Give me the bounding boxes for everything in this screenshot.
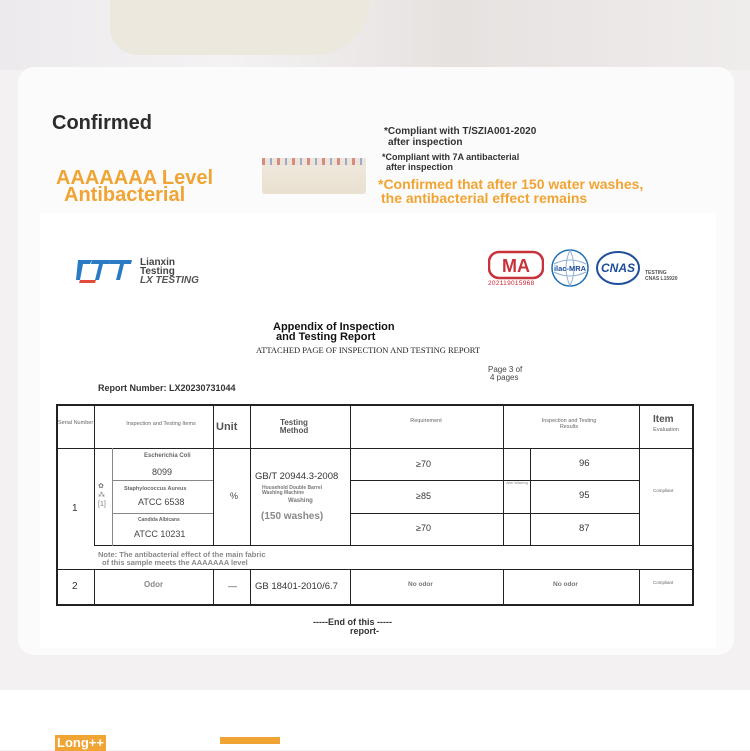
row1-washing: Washing [288,498,313,504]
note2-line2: after inspection [386,162,454,172]
report-title-line1: Appendix of Inspection [273,321,395,333]
cnas-number: CNAS L15920 [645,276,678,282]
row1-unit: % [230,491,239,501]
header-requirement: Requirement [410,418,442,424]
report-number: Report Number: LX20230731044 [98,383,236,393]
row1-washes: (150 washes) [261,511,324,522]
header-results: Inspection and Testing Results [541,418,597,430]
row2-method: GB 18401-2010/6.7 [255,581,338,592]
svg-text:MA: MA [502,256,530,276]
organism-2-code: ATCC 6538 [138,497,185,507]
svg-text:ilac-MRA: ilac-MRA [553,264,587,273]
result-1: 96 [579,458,590,469]
compliance-note-1 [384,126,536,148]
cnas-seal-icon [595,250,641,286]
row1-serial: 1 [72,503,78,514]
long-tag: Long++ [57,735,104,750]
organism-2-name: Staphylococcus Aureus [124,486,187,492]
compliance-note-2 [382,152,519,172]
row2-unit: — [228,581,237,591]
row2-result: No odor [553,581,578,588]
row2-evaluation: Compliant [653,580,674,585]
report-subtitle: ATTACHED PAGE OF INSPECTION AND TESTING REPORT [256,345,481,355]
lab-name-line3: LX TESTING [140,275,199,286]
note-line2: of this sample meets the AAAAAAA level [102,558,248,567]
result-3: 87 [579,523,590,534]
top-product-photo [0,0,750,70]
lab-name-line2: Testing [140,266,175,277]
fabric-photo [110,0,370,55]
organism-3-code: ATCC 10231 [134,529,186,539]
next-section [0,690,750,750]
svg-text:CNAS: CNAS [600,261,636,275]
req-2: ≥85 [416,491,431,501]
page-line1: Page 3 of [488,365,523,374]
fabric-sample-image [262,158,366,194]
header-method: Testing Method [279,418,309,435]
row1-sample-icon: ✿ ⁂ [1] [98,483,106,508]
result-2: 95 [579,490,590,501]
confirmed-heading: Confirmed [52,112,152,134]
header-serial: Serial Number [58,420,94,426]
note1-line1: *Compliant with T/SZIA001-2020 [384,126,537,137]
row1-method: GB/T 20944.3-2008 [255,471,339,482]
level-line-1: AAAAAAA Level [56,167,214,189]
row2-item: Odor [144,580,164,589]
header-item: Item [653,414,674,425]
cnas-accreditation [645,252,685,282]
ma-number: 202119015968 [488,280,535,287]
accent-bar [220,737,280,744]
row2-requirement: No odor [408,581,433,588]
page-line2: 4 pages [490,373,519,382]
req-3: ≥70 [416,523,431,533]
header-evaluation: Evaluation [653,427,679,433]
note3-line2: the antibacterial effect remains [381,190,588,206]
lx-logo-icon [74,256,134,284]
end-line1: -----End of this ----- [313,617,392,627]
header-items: Inspection and Testing Items [126,421,196,427]
after-washing-label: After Washing [506,481,528,485]
organism-3-name: Candida Albicans [138,517,180,523]
report-title-line2: and Testing Report [276,331,376,343]
row1-machine: Household Double Barrel Washing Machine [262,485,323,496]
lab-name [140,258,199,285]
wash-durability-note [378,177,643,205]
cma-seal-icon [488,250,544,280]
note-line1: Note: The antibacterial effect of the main fabric [98,550,266,559]
row1-evaluation: Compliant [653,488,674,493]
level-line-2: Antibacterial [64,184,186,206]
ilac-mra-seal-icon [550,248,590,288]
end-of-report [313,618,392,636]
note3-line1: *Confirmed that after 150 water washes, [378,176,644,192]
organism-1-code: 8099 [152,467,173,477]
row1-note [98,551,266,567]
results-table [56,404,693,606]
row2-serial: 2 [72,581,78,592]
header-unit: Unit [216,421,238,433]
report-title [273,322,395,342]
organism-1-name: Escherichia Coli [144,453,191,459]
cnas-label: TESTING [645,270,667,276]
req-1: ≥70 [416,459,431,469]
note1-line2: after inspection [388,137,463,148]
end-line2: report- [350,626,379,636]
note2-line1: *Compliant with 7A antibacterial [382,152,520,162]
page-number [488,366,522,382]
level-heading [56,167,214,206]
lab-name-line1: Lianxin [140,257,176,268]
